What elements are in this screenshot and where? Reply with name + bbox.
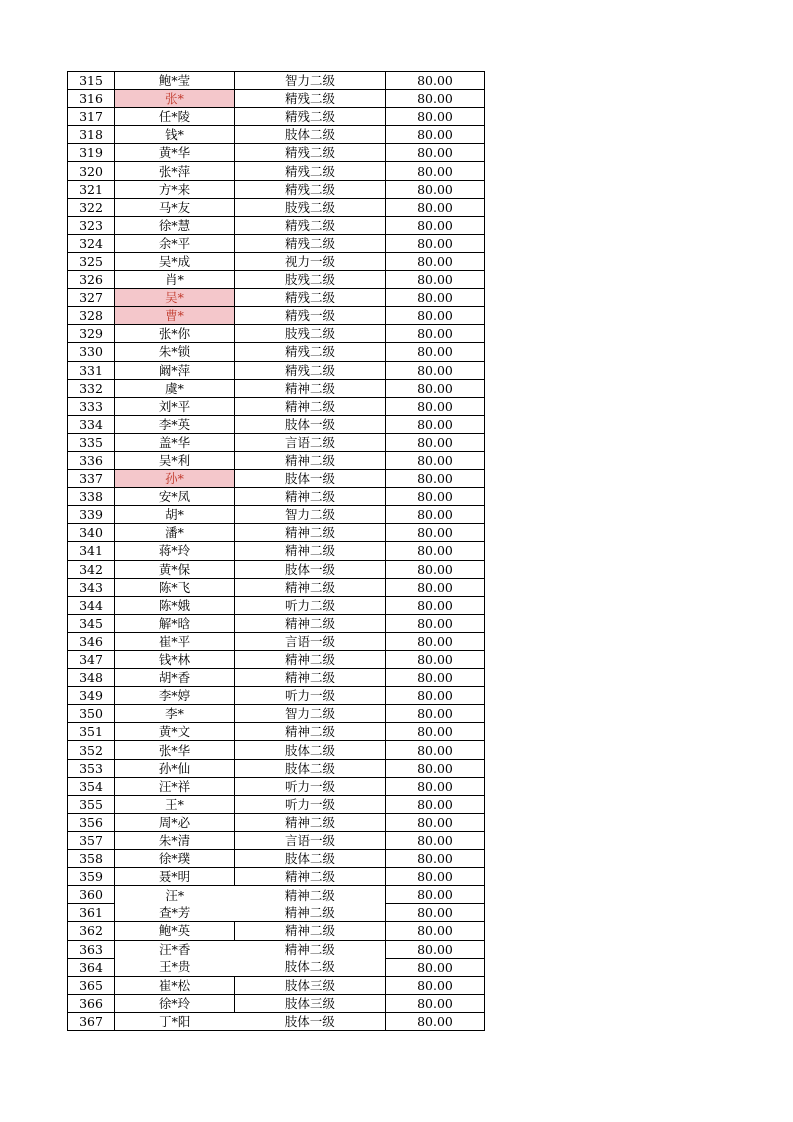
table-row — [68, 976, 485, 994]
disability-type-cell: 精神二级 — [235, 614, 386, 632]
disability-type-cell: 听力二级 — [235, 596, 386, 614]
table-row — [68, 397, 485, 415]
table-row — [68, 289, 485, 307]
table-row — [68, 415, 485, 433]
name-cell: 余*平 — [115, 234, 235, 252]
name-cell: 刘*平 — [115, 397, 235, 415]
name-cell: 吴*利 — [115, 451, 235, 469]
row-number-cell: 362 — [68, 922, 115, 940]
name-cell: 方*来 — [115, 180, 235, 198]
disability-type-cell: 精神二级 — [235, 904, 386, 922]
amount-cell: 80.00 — [386, 596, 485, 614]
amount-cell: 80.00 — [386, 868, 485, 886]
amount-cell: 80.00 — [386, 126, 485, 144]
row-number-cell: 339 — [68, 506, 115, 524]
amount-cell: 80.00 — [386, 325, 485, 343]
amount-cell: 80.00 — [386, 433, 485, 451]
table-row — [68, 868, 485, 886]
disability-type-cell: 肢体三级 — [235, 976, 386, 994]
row-number-cell: 315 — [68, 72, 115, 90]
table-row — [68, 144, 485, 162]
disability-type-cell: 肢残二级 — [235, 198, 386, 216]
table-row — [68, 234, 485, 252]
table-row — [68, 108, 485, 126]
disability-type-cell: 肢残二级 — [235, 325, 386, 343]
table-row — [68, 813, 485, 831]
disability-type-cell: 肢体二级 — [235, 759, 386, 777]
table-row — [68, 542, 485, 560]
name-cell: 李*婷 — [115, 687, 235, 705]
disability-type-cell: 精残二级 — [235, 234, 386, 252]
disability-type-cell: 精神二级 — [235, 669, 386, 687]
table-row — [68, 524, 485, 542]
row-number-cell: 363 — [68, 940, 115, 958]
table-row — [68, 578, 485, 596]
name-cell: 蒋*玲 — [115, 542, 235, 560]
disability-type-cell: 智力二级 — [235, 705, 386, 723]
name-cell: 黄*保 — [115, 560, 235, 578]
row-number-cell: 360 — [68, 886, 115, 904]
amount-cell: 80.00 — [386, 940, 485, 958]
table-row — [68, 904, 485, 922]
name-cell: 肖* — [115, 271, 235, 289]
name-cell: 汪* — [165, 887, 185, 903]
disability-type-cell: 智力二级 — [235, 506, 386, 524]
row-number-cell: 345 — [68, 614, 115, 632]
row-number-cell: 321 — [68, 180, 115, 198]
row-number-cell: 350 — [68, 705, 115, 723]
row-number-cell: 330 — [68, 343, 115, 361]
row-number-cell: 353 — [68, 759, 115, 777]
table-row — [68, 759, 485, 777]
amount-cell: 80.00 — [386, 234, 485, 252]
name-cell: 王*贵 — [115, 958, 235, 976]
name-cell: 徐*慧 — [115, 216, 235, 234]
amount-cell: 80.00 — [386, 216, 485, 234]
amount-cell: 80.00 — [386, 180, 485, 198]
disability-type-cell: 精神二级 — [235, 813, 386, 831]
disability-type-cell: 肢体三级 — [235, 994, 386, 1012]
name-cell: 朱*清 — [115, 831, 235, 849]
table-row — [68, 632, 485, 650]
table-row — [68, 705, 485, 723]
amount-cell: 80.00 — [386, 415, 485, 433]
row-number-cell: 367 — [68, 1012, 115, 1030]
name-cell: 王* — [115, 795, 235, 813]
table-row — [68, 343, 485, 361]
table-row — [68, 831, 485, 849]
amount-cell: 80.00 — [386, 542, 485, 560]
table-row — [68, 72, 485, 90]
amount-cell: 80.00 — [386, 632, 485, 650]
name-cell: 任*陵 — [115, 108, 235, 126]
name-cell: 查*芳 — [115, 904, 235, 922]
amount-cell: 80.00 — [386, 72, 485, 90]
disability-type-cell: 精神二级 — [284, 941, 335, 957]
row-number-cell: 354 — [68, 777, 115, 795]
amount-cell: 80.00 — [386, 90, 485, 108]
name-cell: 黄*华 — [115, 144, 235, 162]
table-row — [68, 470, 485, 488]
name-cell: 阚*萍 — [115, 361, 235, 379]
disability-type-cell: 精神二级 — [284, 887, 335, 903]
amount-cell: 80.00 — [386, 922, 485, 940]
table-row — [68, 451, 485, 469]
row-number-cell: 365 — [68, 976, 115, 994]
row-number-cell: 335 — [68, 433, 115, 451]
amount-cell: 80.00 — [386, 741, 485, 759]
disability-type-cell: 精神二级 — [235, 524, 386, 542]
row-number-cell: 359 — [68, 868, 115, 886]
amount-cell: 80.00 — [386, 759, 485, 777]
table-row — [68, 687, 485, 705]
row-number-cell: 361 — [68, 904, 115, 922]
row-number-cell: 325 — [68, 252, 115, 270]
name-cell: 朱*锁 — [115, 343, 235, 361]
row-number-cell: 324 — [68, 234, 115, 252]
row-number-cell: 331 — [68, 361, 115, 379]
disability-type-cell: 精神二级 — [235, 578, 386, 596]
row-number-cell: 348 — [68, 669, 115, 687]
disability-type-cell: 精残二级 — [235, 289, 386, 307]
row-number-cell: 341 — [68, 542, 115, 560]
disability-type-cell: 精残一级 — [235, 307, 386, 325]
table-row — [68, 90, 485, 108]
row-number-cell: 347 — [68, 651, 115, 669]
amount-cell: 80.00 — [386, 144, 485, 162]
row-number-cell: 316 — [68, 90, 115, 108]
table-row — [68, 1012, 485, 1030]
amount-cell: 80.00 — [386, 976, 485, 994]
table-row — [68, 198, 485, 216]
disability-type-cell: 精神二级 — [235, 451, 386, 469]
disability-type-cell: 视力一级 — [235, 252, 386, 270]
disability-type-cell: 肢体二级 — [235, 741, 386, 759]
amount-cell: 80.00 — [386, 850, 485, 868]
amount-cell: 80.00 — [386, 1012, 485, 1030]
row-number-cell: 326 — [68, 271, 115, 289]
table-row — [68, 669, 485, 687]
amount-cell: 80.00 — [386, 271, 485, 289]
row-number-cell: 358 — [68, 850, 115, 868]
table-row — [68, 886, 485, 904]
amount-cell: 80.00 — [386, 994, 485, 1012]
row-number-cell: 344 — [68, 596, 115, 614]
disability-type-cell: 精残二级 — [235, 180, 386, 198]
name-cell: 周*必 — [115, 813, 235, 831]
table-row — [68, 325, 485, 343]
name-cell: 张*你 — [115, 325, 235, 343]
name-cell: 鲍*英 — [115, 922, 235, 940]
amount-cell: 80.00 — [386, 578, 485, 596]
row-number-cell: 334 — [68, 415, 115, 433]
table-row — [68, 180, 485, 198]
amount-cell: 80.00 — [386, 669, 485, 687]
table-row — [68, 922, 485, 940]
amount-cell: 80.00 — [386, 687, 485, 705]
amount-cell: 80.00 — [386, 252, 485, 270]
disability-type-cell: 肢残二级 — [235, 271, 386, 289]
amount-cell: 80.00 — [386, 361, 485, 379]
table-row — [68, 506, 485, 524]
table-row — [68, 741, 485, 759]
row-number-cell: 364 — [68, 958, 115, 976]
name-cell: 崔*平 — [115, 632, 235, 650]
disability-type-cell: 智力二级 — [235, 72, 386, 90]
disability-type-cell: 精神二级 — [235, 922, 386, 940]
disability-type-cell: 肢体一级 — [235, 415, 386, 433]
table-row — [68, 596, 485, 614]
name-cell: 鲍*莹 — [115, 72, 235, 90]
amount-cell: 80.00 — [386, 379, 485, 397]
table-row — [68, 850, 485, 868]
name-cell: 虞* — [115, 379, 235, 397]
table-row — [68, 723, 485, 741]
disability-type-cell: 肢体一级 — [235, 560, 386, 578]
row-number-cell: 336 — [68, 451, 115, 469]
name-cell: 黄*文 — [115, 723, 235, 741]
name-cell: 吴* — [115, 289, 235, 307]
amount-cell: 80.00 — [386, 651, 485, 669]
row-number-cell: 346 — [68, 632, 115, 650]
name-cell: 曹* — [115, 307, 235, 325]
disability-type-cell: 精残二级 — [235, 343, 386, 361]
amount-cell: 80.00 — [386, 451, 485, 469]
table-row — [68, 252, 485, 270]
row-number-cell: 328 — [68, 307, 115, 325]
table-row — [68, 994, 485, 1012]
amount-cell: 80.00 — [386, 958, 485, 976]
row-number-cell: 333 — [68, 397, 115, 415]
name-cell: 钱* — [115, 126, 235, 144]
amount-cell: 80.00 — [386, 343, 485, 361]
table-row — [68, 162, 485, 180]
amount-cell: 80.00 — [386, 506, 485, 524]
name-cell: 陈*飞 — [115, 578, 235, 596]
amount-cell: 80.00 — [386, 470, 485, 488]
disability-type-cell: 精残二级 — [235, 90, 386, 108]
disability-type-cell: 精神二级 — [235, 397, 386, 415]
name-cell: 徐*璞 — [115, 850, 235, 868]
amount-cell: 80.00 — [386, 397, 485, 415]
name-cell: 胡* — [115, 506, 235, 524]
table-body — [68, 72, 485, 1031]
name-cell: 汪*祥 — [115, 777, 235, 795]
amount-cell: 80.00 — [386, 108, 485, 126]
table-row — [68, 307, 485, 325]
name-cell: 潘* — [115, 524, 235, 542]
amount-cell: 80.00 — [386, 289, 485, 307]
disability-type-cell: 精神二级 — [235, 542, 386, 560]
name-cell: 徐*玲 — [115, 994, 235, 1012]
row-number-cell: 332 — [68, 379, 115, 397]
row-number-cell: 356 — [68, 813, 115, 831]
name-cell: 丁*阳 — [115, 1012, 235, 1030]
disability-type-cell: 肢体二级 — [235, 850, 386, 868]
name-cell: 马*友 — [115, 198, 235, 216]
name-cell: 安*凤 — [115, 488, 235, 506]
table-row — [68, 560, 485, 578]
row-number-cell: 340 — [68, 524, 115, 542]
table-row — [68, 488, 485, 506]
amount-cell: 80.00 — [386, 488, 485, 506]
amount-cell: 80.00 — [386, 560, 485, 578]
row-number-cell: 318 — [68, 126, 115, 144]
name-cell: 张* — [115, 90, 235, 108]
name-cell: 吴*成 — [115, 252, 235, 270]
amount-cell: 80.00 — [386, 524, 485, 542]
amount-cell: 80.00 — [386, 198, 485, 216]
disability-type-cell: 精残二级 — [235, 216, 386, 234]
table-row — [68, 379, 485, 397]
row-number-cell: 320 — [68, 162, 115, 180]
row-number-cell: 366 — [68, 994, 115, 1012]
row-number-cell: 337 — [68, 470, 115, 488]
row-number-cell: 352 — [68, 741, 115, 759]
row-number-cell: 329 — [68, 325, 115, 343]
disability-type-cell: 精神二级 — [235, 651, 386, 669]
subsidy-table — [67, 71, 485, 1031]
disability-type-cell: 言语一级 — [235, 632, 386, 650]
amount-cell: 80.00 — [386, 614, 485, 632]
disability-type-cell: 精残二级 — [235, 162, 386, 180]
table-row — [68, 361, 485, 379]
name-cell: 孙* — [115, 470, 235, 488]
disability-type-cell: 精残二级 — [235, 144, 386, 162]
row-number-cell: 317 — [68, 108, 115, 126]
disability-type-cell: 言语一级 — [235, 831, 386, 849]
amount-cell: 80.00 — [386, 813, 485, 831]
amount-cell: 80.00 — [386, 777, 485, 795]
disability-type-cell: 听力一级 — [235, 777, 386, 795]
amount-cell: 80.00 — [386, 831, 485, 849]
name-cell: 聂*明 — [115, 868, 235, 886]
disability-type-cell: 精神二级 — [235, 723, 386, 741]
amount-cell: 80.00 — [386, 886, 485, 904]
disability-type-cell: 肢体一级 — [235, 470, 386, 488]
name-cell: 崔*松 — [115, 976, 235, 994]
name-cell: 孙*仙 — [115, 759, 235, 777]
table-row — [68, 777, 485, 795]
row-number-cell: 319 — [68, 144, 115, 162]
disability-type-cell: 听力一级 — [235, 687, 386, 705]
row-number-cell: 338 — [68, 488, 115, 506]
disability-type-cell: 言语二级 — [235, 433, 386, 451]
name-cell: 汪*香 — [159, 941, 191, 957]
disability-type-cell: 肢体二级 — [235, 126, 386, 144]
disability-type-cell: 精神二级 — [235, 379, 386, 397]
amount-cell: 80.00 — [386, 795, 485, 813]
table-row — [68, 795, 485, 813]
name-cell: 张*萍 — [115, 162, 235, 180]
row-number-cell: 342 — [68, 560, 115, 578]
disability-type-cell: 听力一级 — [235, 795, 386, 813]
disability-type-cell: 肢体一级 — [235, 1012, 386, 1030]
name-cell: 李*英 — [115, 415, 235, 433]
disability-type-cell: 精残二级 — [235, 108, 386, 126]
amount-cell: 80.00 — [386, 162, 485, 180]
table-row — [68, 433, 485, 451]
row-number-cell: 349 — [68, 687, 115, 705]
disability-type-cell: 精残二级 — [235, 361, 386, 379]
row-number-cell: 357 — [68, 831, 115, 849]
name-cell: 李* — [115, 705, 235, 723]
name-cell: 盖*华 — [115, 433, 235, 451]
amount-cell: 80.00 — [386, 723, 485, 741]
table-row — [68, 940, 485, 958]
name-cell: 张*华 — [115, 741, 235, 759]
table-row — [68, 126, 485, 144]
table-row — [68, 958, 485, 976]
disability-type-cell: 肢体二级 — [235, 958, 386, 976]
row-number-cell: 327 — [68, 289, 115, 307]
disability-type-cell: 精神二级 — [235, 488, 386, 506]
table-row — [68, 216, 485, 234]
table-row — [68, 271, 485, 289]
row-number-cell: 355 — [68, 795, 115, 813]
row-number-cell: 322 — [68, 198, 115, 216]
table-row — [68, 651, 485, 669]
table-row — [68, 614, 485, 632]
row-number-cell: 351 — [68, 723, 115, 741]
amount-cell: 80.00 — [386, 307, 485, 325]
amount-cell: 80.00 — [386, 904, 485, 922]
name-cell: 陈*娥 — [115, 596, 235, 614]
row-number-cell: 343 — [68, 578, 115, 596]
amount-cell: 80.00 — [386, 705, 485, 723]
name-cell: 胡*香 — [115, 669, 235, 687]
name-cell: 钱*林 — [115, 651, 235, 669]
disability-type-cell: 精神二级 — [235, 868, 386, 886]
name-cell: 解*晗 — [115, 614, 235, 632]
row-number-cell: 323 — [68, 216, 115, 234]
